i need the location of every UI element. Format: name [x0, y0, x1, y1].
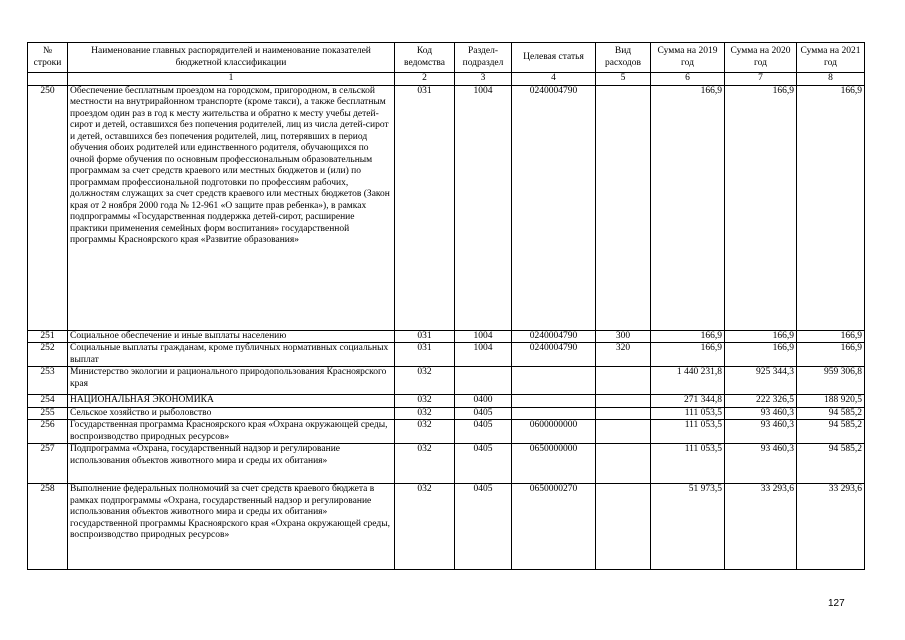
row-number: 251: [28, 330, 68, 343]
header-expense-type: Вид расходов: [596, 43, 651, 73]
column-index: 3: [455, 73, 512, 86]
row-sum-2019: 166,9: [651, 343, 725, 367]
column-index: 2: [395, 73, 455, 86]
table-row: [28, 395, 865, 408]
row-sum-2019: 51 973,5: [651, 484, 725, 570]
header-row-number: № строки: [28, 43, 68, 73]
row-section: 0405: [455, 484, 512, 570]
column-index: 8: [797, 73, 865, 86]
row-sum-2021: 166,9: [797, 330, 865, 343]
budget-table: [27, 42, 865, 570]
row-name: НАЦИОНАЛЬНАЯ ЭКОНОМИКА: [68, 395, 395, 408]
row-sum-2019: 166,9: [651, 85, 725, 330]
row-section: 0400: [455, 395, 512, 408]
row-name: Обеспечение бесплатным проездом на городском, пригородном, в сельской местности на внутрирайонном транспорте (кроме такси), а также бесплатным проездом один раз в год к месту жительства и обратно к месту учебы детей-сирот и детей, оставшихся без попечения родителей, лиц из числа детей-сирот и детей, оставшихся без попечения родителей, лиц, потерявших в период обучения обоих родителей или единственного родителя, обучающихся по очной форме обучения по основным профессиональным образовательным программам за счет средств краевого или местных бюджетов и (или) по программам профессиональной подготовки по профессиям рабочих, должностям служащих за счет средств краевого или местных бюджетов (Закон края от 2 ноября 2000 года № 12-961 «О защите прав ребенка»), в рамках подпрограммы «Государственная поддержка детей-сирот, расширение практики применения семейных форм воспитания» государственной программы Красноярского края «Развитие образования»: [68, 85, 395, 330]
header-sum-2021: Сумма на 2021 год: [797, 43, 865, 73]
column-index: 7: [725, 73, 797, 86]
row-name: Государственная программа Красноярского края «Охрана окружающей среды, воспроизводство природных ресурсов»: [68, 420, 395, 444]
row-sum-2021: 166,9: [797, 343, 865, 367]
row-department-code: 031: [395, 330, 455, 343]
row-target-article: [512, 395, 596, 408]
row-department-code: 032: [395, 420, 455, 444]
header-target-article: Целевая статья: [512, 43, 596, 73]
row-number: 252: [28, 343, 68, 367]
row-expense-type: [596, 395, 651, 408]
row-sum-2020: 93 460,3: [725, 420, 797, 444]
row-sum-2021: 94 585,2: [797, 444, 865, 484]
row-target-article: 0600000000: [512, 420, 596, 444]
row-sum-2020: 33 293,6: [725, 484, 797, 570]
header-sum-2019: Сумма на 2019 год: [651, 43, 725, 73]
column-index-row: [28, 73, 865, 86]
row-sum-2020: 166,9: [725, 85, 797, 330]
row-sum-2019: 271 344,8: [651, 395, 725, 408]
row-sum-2019: 166,9: [651, 330, 725, 343]
column-index: [28, 73, 68, 86]
table-row: [28, 85, 865, 330]
column-index: 6: [651, 73, 725, 86]
row-name: Министерство экологии и рационального природопользования Красноярского края: [68, 367, 395, 395]
row-sum-2021: 166,9: [797, 85, 865, 330]
row-section: 1004: [455, 85, 512, 330]
row-sum-2019: 111 053,5: [651, 420, 725, 444]
row-section: 0405: [455, 420, 512, 444]
header-section: Раздел-подраздел: [455, 43, 512, 73]
row-section: 1004: [455, 343, 512, 367]
row-target-article: 0240004790: [512, 85, 596, 330]
row-expense-type: [596, 420, 651, 444]
row-target-article: 0650000270: [512, 484, 596, 570]
row-sum-2021: 94 585,2: [797, 407, 865, 420]
table-row: [28, 420, 865, 444]
table-row: [28, 407, 865, 420]
row-expense-type: [596, 407, 651, 420]
row-target-article: [512, 367, 596, 395]
row-number: 257: [28, 444, 68, 484]
row-number: 256: [28, 420, 68, 444]
row-sum-2019: 111 053,5: [651, 444, 725, 484]
row-target-article: 0650000000: [512, 444, 596, 484]
row-department-code: 032: [395, 367, 455, 395]
row-sum-2021: 959 306,8: [797, 367, 865, 395]
row-department-code: 032: [395, 407, 455, 420]
row-section: [455, 367, 512, 395]
row-section: 1004: [455, 330, 512, 343]
row-sum-2021: 94 585,2: [797, 420, 865, 444]
row-expense-type: 300: [596, 330, 651, 343]
header-sum-2020: Сумма на 2020 год: [725, 43, 797, 73]
row-number: 255: [28, 407, 68, 420]
row-name: Выполнение федеральных полномочий за счет средств краевого бюджета в рамках подпрограммы «Охрана, государственный надзор и регулирование использования объектов животного мира и среды их обитания» государственной программы Красноярского края «Охрана окружающей среды, воспроизводство природных ресурсов»: [68, 484, 395, 570]
row-target-article: 0240004790: [512, 330, 596, 343]
row-sum-2021: 33 293,6: [797, 484, 865, 570]
column-index: 4: [512, 73, 596, 86]
row-number: 250: [28, 85, 68, 330]
row-department-code: 031: [395, 85, 455, 330]
row-sum-2020: 166,9: [725, 330, 797, 343]
column-index: 5: [596, 73, 651, 86]
row-sum-2020: 93 460,3: [725, 407, 797, 420]
row-section: 0405: [455, 444, 512, 484]
row-sum-2020: 925 344,3: [725, 367, 797, 395]
table-row: [28, 367, 865, 395]
column-index: 1: [68, 73, 395, 86]
row-expense-type: [596, 444, 651, 484]
table-row: [28, 484, 865, 570]
row-name: Сельское хозяйство и рыболовство: [68, 407, 395, 420]
page-number: 127: [828, 598, 845, 609]
row-sum-2019: 111 053,5: [651, 407, 725, 420]
row-number: 258: [28, 484, 68, 570]
row-name: Социальные выплаты гражданам, кроме публичных нормативных социальных выплат: [68, 343, 395, 367]
table-row: [28, 330, 865, 343]
row-sum-2020: 222 326,5: [725, 395, 797, 408]
row-department-code: 032: [395, 395, 455, 408]
row-expense-type: 320: [596, 343, 651, 367]
row-sum-2020: 93 460,3: [725, 444, 797, 484]
header-row: [28, 43, 865, 73]
row-department-code: 032: [395, 484, 455, 570]
row-name: Подпрограмма «Охрана, государственный надзор и регулирование использования объектов животного мира и среды их обитания»: [68, 444, 395, 484]
row-section: 0405: [455, 407, 512, 420]
table-row: [28, 444, 865, 484]
row-number: 254: [28, 395, 68, 408]
row-name: Социальное обеспечение и иные выплаты населению: [68, 330, 395, 343]
row-department-code: 032: [395, 444, 455, 484]
row-target-article: [512, 407, 596, 420]
row-expense-type: [596, 85, 651, 330]
header-department-code: Код ведомства: [395, 43, 455, 73]
row-department-code: 031: [395, 343, 455, 367]
row-sum-2019: 1 440 231,8: [651, 367, 725, 395]
row-sum-2020: 166,9: [725, 343, 797, 367]
header-name: Наименование главных распорядителей и наименование показателей бюджетной классификации: [68, 43, 395, 73]
row-number: 253: [28, 367, 68, 395]
row-expense-type: [596, 367, 651, 395]
row-target-article: 0240004790: [512, 343, 596, 367]
row-expense-type: [596, 484, 651, 570]
row-sum-2021: 188 920,5: [797, 395, 865, 408]
table-row: [28, 343, 865, 367]
